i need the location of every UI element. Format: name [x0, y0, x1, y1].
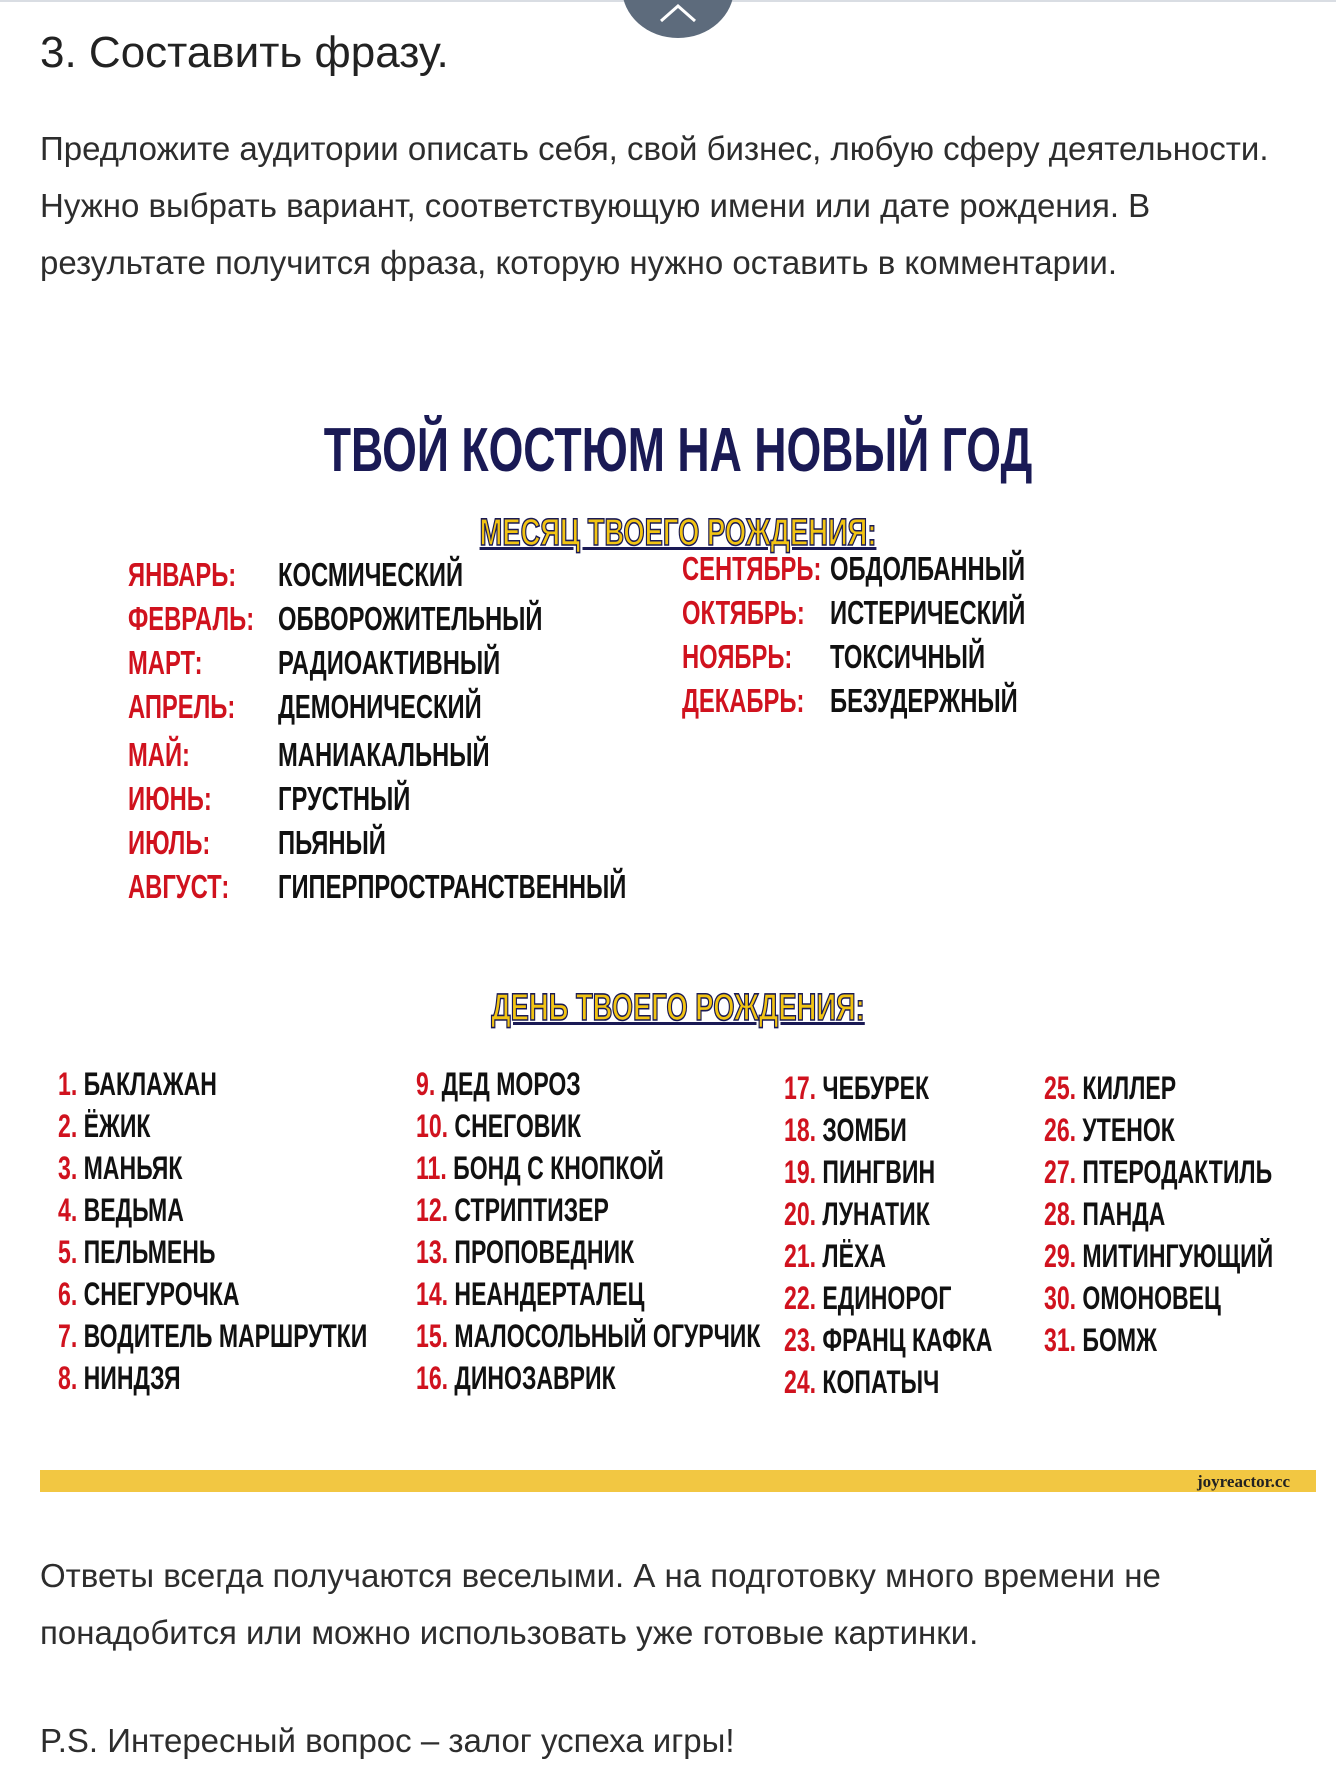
day-value: КОПАТЫЧ: [822, 1364, 940, 1400]
day-number: 29.: [1044, 1238, 1077, 1274]
section-heading: 3. Составить фразу.: [40, 28, 449, 77]
month-row: [682, 547, 1026, 591]
day-number: 8.: [58, 1360, 78, 1396]
day-value: НЕАНДЕРТАЛЕЦ: [454, 1276, 645, 1312]
month-value: ТОКСИЧНЫЙ: [830, 638, 986, 675]
day-number: 30.: [1044, 1280, 1077, 1316]
day-row: [1044, 1067, 1176, 1109]
day-row: [784, 1067, 929, 1109]
month-heading: МЕСЯЦ ТВОЕГО РОЖДЕНИЯ:: [479, 512, 877, 554]
day-value: СТРИПТИЗЕР: [454, 1192, 609, 1228]
month-row: [128, 777, 411, 821]
day-number: 10.: [416, 1108, 449, 1144]
infographic-title: ТВОЙ КОСТЮМ НА НОВЫЙ ГОД: [323, 416, 1033, 485]
day-value: ПАНДА: [1082, 1196, 1166, 1232]
month-name: ОКТЯБРЬ:: [682, 594, 805, 631]
day-number: 17.: [784, 1070, 817, 1106]
day-row: [784, 1109, 907, 1151]
day-number: 14.: [416, 1276, 449, 1312]
month-name: ИЮНЬ:: [128, 780, 212, 817]
day-number: 24.: [784, 1364, 817, 1400]
month-name: АПРЕЛЬ:: [128, 688, 236, 725]
day-row: [416, 1189, 609, 1231]
day-value: БАКЛАЖАН: [83, 1066, 217, 1102]
day-row: [784, 1277, 951, 1319]
day-value: БОМЖ: [1082, 1322, 1157, 1358]
month-value: ГРУСТНЫЙ: [278, 780, 411, 817]
day-number: 25.: [1044, 1070, 1077, 1106]
day-row: [58, 1147, 182, 1189]
day-value: ПРОПОВЕДНИК: [454, 1234, 635, 1270]
day-number: 11.: [416, 1150, 447, 1186]
day-value: ЕДИНОРОГ: [822, 1280, 952, 1316]
day-row: [784, 1361, 939, 1403]
month-value: ОБВОРОЖИТЕЛЬНЫЙ: [278, 600, 543, 637]
day-heading: ДЕНЬ ТВОЕГО РОЖДЕНИЯ:: [491, 987, 865, 1029]
day-row: [1044, 1277, 1221, 1319]
day-row: [58, 1231, 215, 1273]
day-row: [58, 1105, 150, 1147]
day-value: ЁЖИК: [83, 1108, 151, 1144]
day-value: ДЕД МОРОЗ: [441, 1066, 581, 1102]
day-number: 18.: [784, 1112, 817, 1148]
day-number: 19.: [784, 1154, 817, 1190]
day-number: 31.: [1044, 1322, 1077, 1358]
day-number: 12.: [416, 1192, 449, 1228]
month-name: АВГУСТ:: [128, 868, 230, 905]
day-value: ЧЕБУРЕК: [822, 1070, 930, 1106]
day-row: [1044, 1109, 1175, 1151]
day-row: [1044, 1319, 1157, 1361]
outro-paragraph: Ответы всегда получаются веселыми. А на подготовку много времени не понадобится или можно использовать уже готовые картинки.: [40, 1557, 1161, 1651]
month-row: [682, 635, 986, 679]
scroll-to-top-button[interactable]: [622, 0, 734, 38]
month-value: МАНИАКАЛЬНЫЙ: [278, 736, 490, 773]
day-value: ПЕЛЬМЕНЬ: [83, 1234, 216, 1270]
day-number: 20.: [784, 1196, 817, 1232]
month-value: ПЬЯНЫЙ: [278, 824, 386, 861]
costume-infographic: [40, 395, 1316, 1500]
day-number: 27.: [1044, 1154, 1077, 1190]
day-row: [58, 1357, 181, 1399]
ps-paragraph: P.S. Интересный вопрос – залог успеха игры!: [40, 1722, 735, 1759]
day-value: ЛУНАТИК: [822, 1196, 930, 1232]
day-number: 15.: [416, 1318, 449, 1354]
day-number: 3.: [58, 1150, 78, 1186]
day-value: ВОДИТЕЛЬ МАРШРУТКИ: [83, 1318, 368, 1354]
day-value: ЗОМБИ: [822, 1112, 907, 1148]
month-value: РАДИОАКТИВНЫЙ: [278, 644, 501, 681]
day-row: [416, 1231, 634, 1273]
month-row: [128, 641, 501, 685]
day-value: ПТЕРОДАКТИЛЬ: [1082, 1154, 1273, 1190]
month-row: [682, 591, 1026, 635]
month-value: БЕЗУДЕРЖНЫЙ: [830, 682, 1018, 719]
day-value: НИНДЗЯ: [83, 1360, 181, 1396]
day-row: [1044, 1193, 1165, 1235]
day-number: 13.: [416, 1234, 449, 1270]
day-row: [784, 1193, 930, 1235]
day-number: 22.: [784, 1280, 817, 1316]
day-value: ВЕДЬМА: [83, 1192, 184, 1228]
intro-paragraph: Предложите аудитории описать себя, свой бизнес, любую сферу деятельности. Нужно выбрать вариант, соответствующую имени или дате рождения. В результате получится фраза, которую нужно оставить в комментарии.: [40, 130, 1269, 281]
day-value: КИЛЛЕР: [1082, 1070, 1177, 1106]
day-row: [58, 1189, 184, 1231]
day-number: 26.: [1044, 1112, 1077, 1148]
day-number: 1.: [58, 1066, 78, 1102]
day-row: [58, 1315, 367, 1357]
day-value: СНЕГУРОЧКА: [83, 1276, 240, 1312]
month-name: ДЕКАБРЬ:: [682, 682, 805, 719]
month-row: [128, 865, 627, 909]
footer-bar: [40, 1470, 1316, 1492]
day-number: 16.: [416, 1360, 449, 1396]
day-number: 23.: [784, 1322, 817, 1358]
day-value: УТЕНОК: [1082, 1112, 1175, 1148]
day-value: СНЕГОВИК: [454, 1108, 582, 1144]
month-row: [128, 821, 386, 865]
day-row: [416, 1147, 664, 1189]
month-row: [128, 685, 482, 729]
day-number: 7.: [58, 1318, 78, 1354]
day-number: 9.: [416, 1066, 436, 1102]
month-name: ЯНВАРЬ:: [128, 556, 237, 593]
chevron-up-icon: [658, 2, 698, 24]
day-value: ЛЁХА: [822, 1238, 887, 1274]
month-value: ДЕМОНИЧЕСКИЙ: [278, 688, 482, 725]
day-number: 5.: [58, 1234, 78, 1270]
day-value: ОМОНОВЕЦ: [1082, 1280, 1221, 1316]
day-row: [416, 1273, 644, 1315]
day-value: ПИНГВИН: [822, 1154, 936, 1190]
month-name: СЕНТЯБРЬ:: [682, 550, 822, 587]
day-row: [416, 1063, 581, 1105]
month-value: ОБДОЛБАННЫЙ: [830, 550, 1026, 587]
day-value: ФРАНЦ КАФКА: [822, 1322, 993, 1358]
month-name: НОЯБРЬ:: [682, 638, 793, 675]
month-row: [128, 597, 543, 641]
month-name: МАЙ:: [128, 736, 190, 773]
day-row: [784, 1151, 935, 1193]
day-row: [58, 1063, 217, 1105]
day-row: [416, 1357, 616, 1399]
day-number: 2.: [58, 1108, 78, 1144]
day-row: [58, 1273, 240, 1315]
day-value: ДИНОЗАВРИК: [454, 1360, 616, 1396]
month-value: ГИПЕРПРОСТРАНСТВЕННЫЙ: [278, 868, 627, 905]
month-value: ИСТЕРИЧЕСКИЙ: [830, 594, 1026, 631]
day-value: МАНЬЯК: [83, 1150, 183, 1186]
day-row: [1044, 1235, 1273, 1277]
month-name: ФЕВРАЛЬ:: [128, 600, 255, 637]
month-value: КОСМИЧЕСКИЙ: [278, 556, 464, 593]
source-watermark: joyreactor.cc: [1197, 1472, 1290, 1491]
day-value: МАЛОСОЛЬНЫЙ ОГУРЧИК: [454, 1318, 761, 1354]
day-number: 6.: [58, 1276, 78, 1312]
day-number: 21.: [784, 1238, 817, 1274]
day-value: МИТИНГУЮЩИЙ: [1082, 1238, 1274, 1274]
day-row: [1044, 1151, 1272, 1193]
month-name: МАРТ:: [128, 644, 203, 681]
day-row: [416, 1105, 581, 1147]
month-name: ИЮЛЬ:: [128, 824, 211, 861]
day-row: [784, 1235, 886, 1277]
day-value: БОНД С КНОПКОЙ: [453, 1150, 664, 1186]
month-row: [128, 553, 464, 597]
day-number: 4.: [58, 1192, 78, 1228]
day-number: 28.: [1044, 1196, 1077, 1232]
day-row: [784, 1319, 992, 1361]
month-row: [128, 733, 490, 777]
month-row: [682, 679, 1018, 723]
day-row: [416, 1315, 760, 1357]
